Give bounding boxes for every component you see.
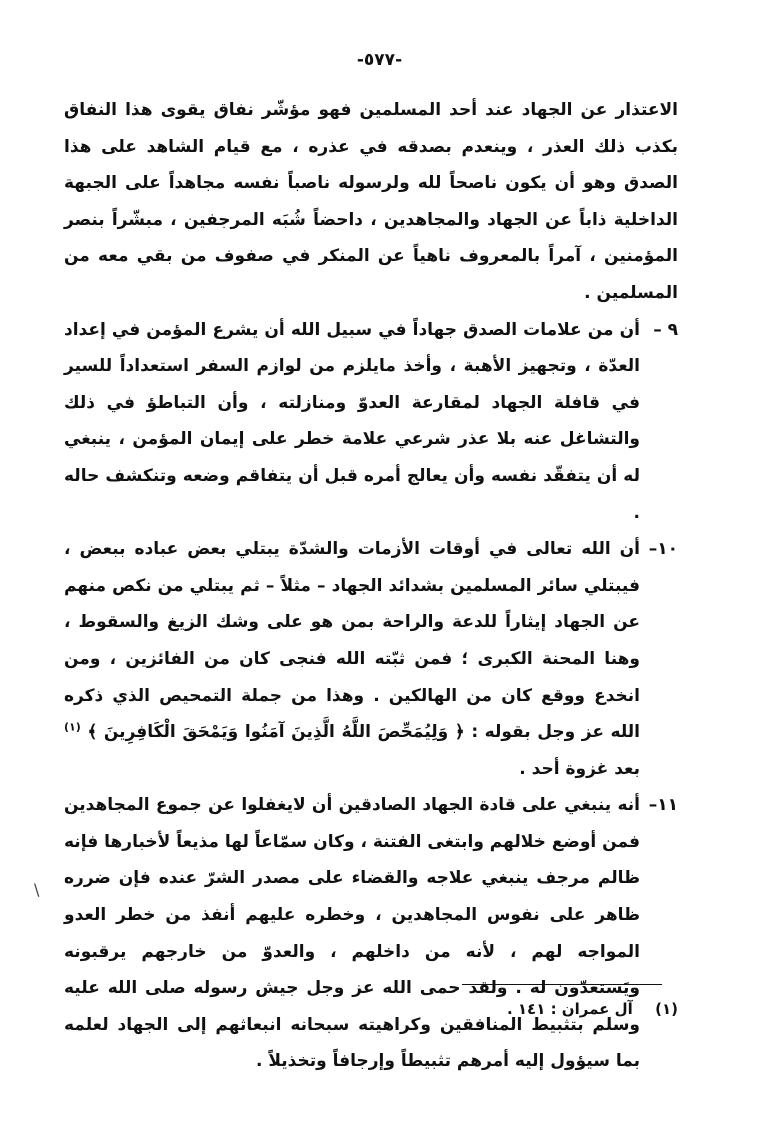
footnote-text: آل عمران : ١٤١ .	[506, 1000, 633, 1018]
item-number: ٩ –	[653, 319, 678, 340]
footnote-divider	[462, 984, 662, 985]
item-number: ١٠–	[648, 539, 678, 560]
list-item-9	[64, 312, 678, 532]
page-number: -٥٧٧-	[356, 50, 403, 70]
footnote-number: (١)	[655, 1000, 678, 1018]
list-item-10	[64, 531, 678, 787]
item-text-before-quote: أن الله تعالى في أوقات الأزمات والشدّة يبتلي بعض عباده ببعض ، فيبتلي سائر المسلمين بشدائد الجهاد – مثلاً – ثم يبتلي من نكص منهم عن الجهاد إيثاراً للدعة والراحة بمن هو على وشك الزيغ والسقوط ، وهنا المحنة الكبرى ؛ فمن ثبّته الله فنجى كان من الفائزين ، ومن انخدع ووقع كان من الهالكين . وهذا من جملة التمحيص الذي ذكره الله عز وجل بقوله :	[64, 539, 640, 743]
quran-quote: ﴿ وَلِيُمَحِّصَ اللَّهُ الَّذِينَ آمَنُوا وَيَمْحَقَ الْكَافِرِينَ ﴾	[87, 722, 465, 743]
main-text	[64, 92, 678, 1080]
list-item-11	[64, 787, 678, 1080]
intro-paragraph: الاعتذار عن الجهاد عند أحد المسلمين فهو مؤشّر نفاق يقوى هذا النفاق بكذب ذلك العذر ، وينعدم بصدقه في عذره ، مع قيام الشاهد على هذا الصدق وهو أن يكون ناصحاً لله ولرسوله ناصباً نفسه مجاهداً على الجبهة الداخلية ذاباً عن الجهاد والمجاهدين ، داحضاً شُبَه المرجفين ، مبشّراً بنصر المؤمنين ، آمراً بالمعروف ناهياً عن المنكر في صفوف من بقي معه من المسلمين .	[64, 100, 678, 303]
item-text-after-quote: بعد غزوة أحد .	[519, 758, 640, 779]
footnote	[64, 1000, 678, 1018]
margin-mark: \	[34, 880, 40, 899]
footnote-reference[interactable]: (١)	[64, 720, 81, 734]
item-text: أنه ينبغي على قادة الجهاد الصادقين أن لايغفلوا عن جموع المجاهدين فمن أوضع خلالهم وابتغى الفتنة ، وكان سمّاعاً لها مذيعاً لأخبارها فإنه ظالم مرجف ينبغي علاجه والقضاء على مصدر الشرّ عنده فإن ضرره ظاهر على نفوس المجاهدين ، وخطره عليهم أنفذ من خطر العدو المواجه لهم ، لأنه من داخلهم ، والعدوّ من خارجهم يرقبونه ويَستعدّون له . ولقد حمى الله عز وجل جيش رسوله صلى الله عليه وسلم بتثبيط المنافقين وكراهيته سبحانه انبعاثهم إلى الجهاد لعلمه بما سيؤول إليه أمرهم تثبيطاً وإرجافاً وتخذيلاً .	[64, 795, 640, 1072]
item-text	[64, 531, 640, 787]
item-text: أن من علامات الصدق جهاداً في سبيل الله أن يشرع المؤمن في إعداد العدّة ، وتجهيز الأهبة ، وأخذ مايلزم من لوازم السفر استعداداً للسير في قافلة الجهاد لمقارعة العدوّ ومنازلته ، وأن التباطؤ في ذلك والتشاغل عنه بلا عذر شرعي علامة خطر على إيمان المؤمن ، ينبغي له أن يتفقّد نفسه وأن يعالج أمره قبل أن يتفاقم وضعه وتنكشف حاله .	[64, 319, 640, 523]
item-number: ١١–	[648, 795, 678, 816]
